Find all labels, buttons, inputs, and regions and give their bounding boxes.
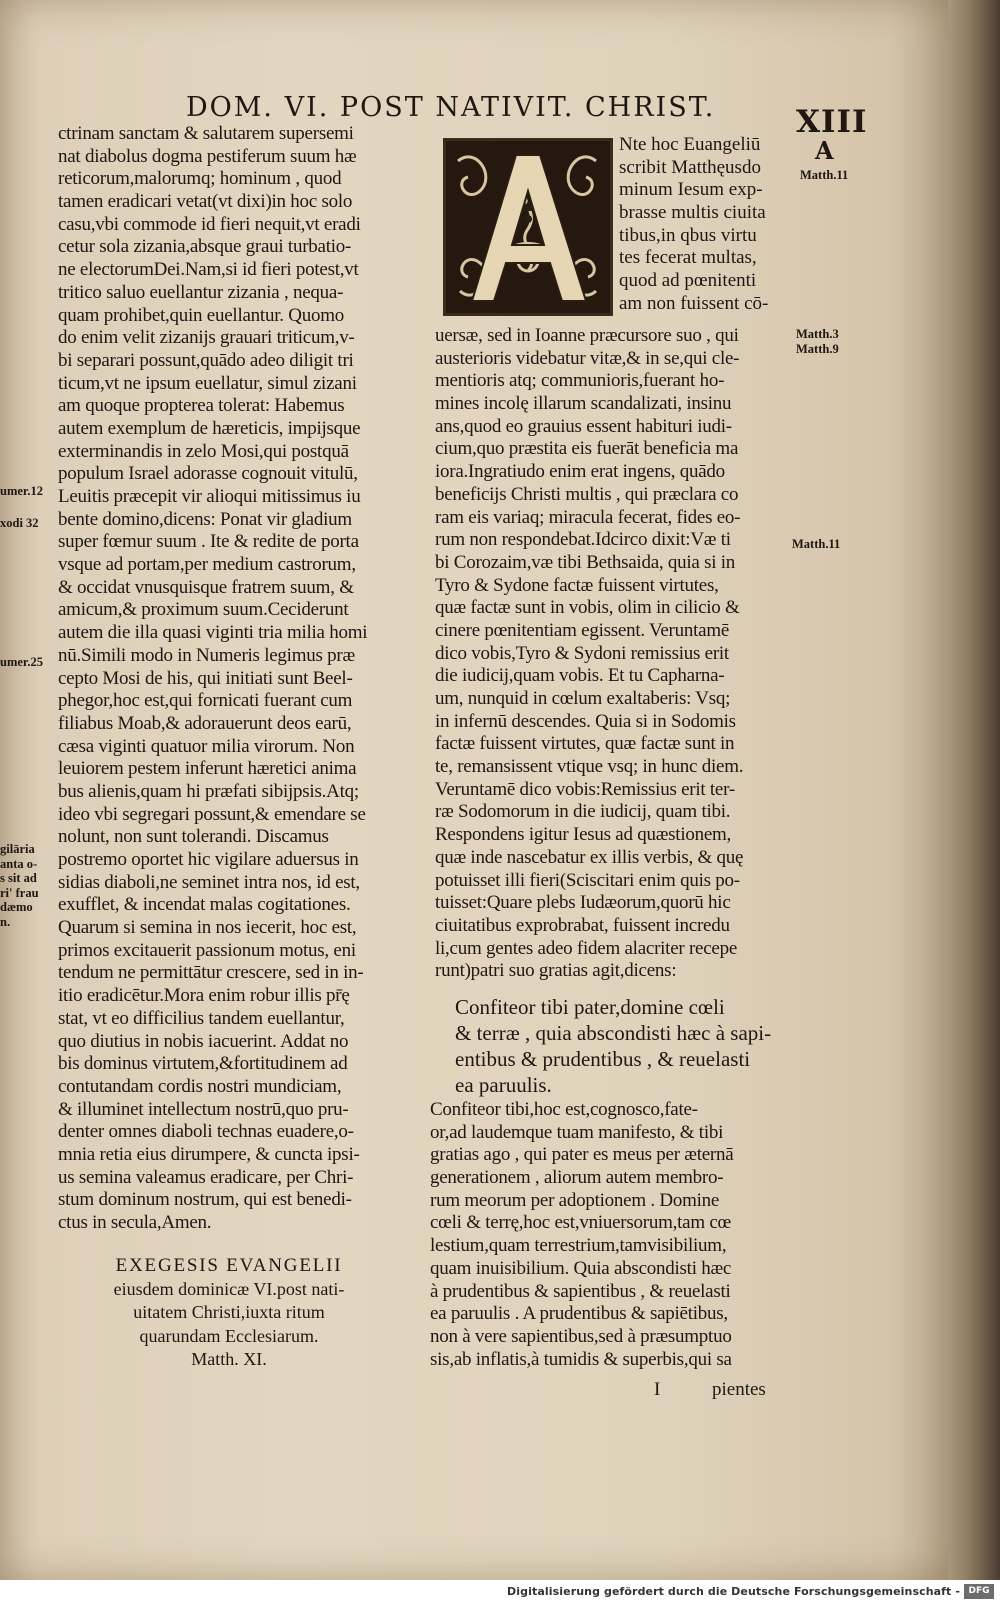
text-line: contutandam cordis nostri mundiciam, [58, 1075, 342, 1097]
text-line: mines incolę illarum scandalizati, insinu [435, 393, 732, 415]
text-line: postremo oportet hic vigilare aduersus in [58, 849, 359, 870]
text-line: ne electorumDei.Nam,si id fieri potest,vt [58, 259, 359, 281]
margin-note-right-1: Matth.11 [800, 168, 849, 182]
page-edge-shadow [948, 0, 1000, 1580]
text-line: & occidat vnusquisque fratrem suum, & [58, 576, 354, 598]
text-line: tritico saluo euellantur zizania , nequa- [58, 281, 344, 303]
text-line: rum meorum per adoptionem . Domine [430, 1189, 720, 1211]
text-line: lestium,quam terrestrium,tamvisibilium, [430, 1235, 727, 1257]
text-line: reticorum,malorumq; hominum , quod [58, 168, 342, 190]
decorated-initial-a [443, 138, 613, 316]
text-line: gratias ago , qui pater es meus per æternā [430, 1144, 734, 1166]
text-line: & terræ , quia abscondisti hæc à sapi- [455, 1021, 772, 1045]
gloss-line: anta o- [0, 856, 38, 871]
dfg-logo: DFG [964, 1584, 994, 1599]
text-line: quæ inde nascebatur ex illis verbis, & quę [435, 846, 744, 868]
text-line: runt)patri suo gratias agit,dicens: [435, 960, 677, 982]
text-line: EXEGESIS EVANGELII [115, 1255, 343, 1276]
text-line: Confiteor tibi,hoc est,cognosco,fate- [430, 1099, 698, 1120]
text-line: Nte hoc Euangeliū [619, 134, 761, 155]
catchword-word: pientes [712, 1379, 766, 1400]
margin-note-left-numeri-1: umer.12 [0, 484, 43, 498]
text-line: casu,vbi commode id fieri nequit,vt eradi [58, 213, 361, 235]
right-column-text [435, 325, 795, 983]
text-line: in infernū descendes. Quia si in Sodomis [435, 710, 736, 732]
text-line: um, nunquid in cœlum exaltaberis: Vsq; [435, 688, 731, 709]
text-line: generationem , aliorum autem membro- [430, 1167, 724, 1189]
text-line: filiabus Moab,& adorauerunt deos earū, [58, 712, 352, 734]
text-line: Quarum si semina in nos iecerit, hoc est, [58, 917, 357, 939]
text-line: beneficijs Christi multis , qui præclara co [435, 483, 739, 505]
text-line: sis,ab inflatis,à tumidis & superbis,qui sa [430, 1348, 732, 1370]
folio-number: XIII [796, 104, 868, 140]
text-line: bente domino,dicens: Ponat vir gladium [58, 508, 352, 530]
text-line: autem die illa quasi viginti tria milia homi [58, 622, 368, 644]
text-line: scribit Matthęusdo [619, 156, 761, 178]
text-line: cium,quo præstita eis fuerāt beneficia ma [435, 438, 739, 460]
text-line: iora.Ingratiudo enim erat ingens, quādo [435, 461, 725, 483]
text-line: ticum,vt ne ipsum euellatur, simul zizani [58, 372, 357, 394]
text-line: cepto Mosi de his, qui initiati sunt Beel- [58, 667, 353, 689]
text-line: bi separari possunt,quādo adeo diligit tri [58, 349, 354, 371]
text-line: mentioris atq; communioris,fuerant ho- [435, 370, 725, 392]
text-line: ans,quod eo grauius essent habituri iudi- [435, 415, 732, 437]
text-line: quod ad pœnitenti [619, 270, 757, 292]
text-line: ræ Sodomorum in die iudicij, quam tibi. [435, 801, 731, 823]
text-line: tamen eradicari vetat(vt dixi)in hoc solo [58, 191, 353, 213]
text-line: & illuminet intellectum nostrū,quo pru- [58, 1098, 349, 1120]
text-line: Veruntamē dico vobis:Remissius erit ter- [435, 778, 735, 800]
text-line: cetur sola zizania,absque graui turbatio- [58, 236, 352, 258]
text-line: te, remansissent vtique vsq; in hunc diem. [435, 756, 744, 778]
text-line: leuiorem pestem inferunt hæretici anima [58, 758, 357, 780]
text-line: minum Iesum exp- [619, 179, 763, 201]
text-line: exterminandis in zelo Mosi,qui postquā [58, 440, 349, 462]
text-line: cœli & terrę,hoc est,vniuersorum,tam cœ [430, 1212, 732, 1234]
text-line: super fœmur suum . Ite & redite de porta [58, 531, 359, 553]
text-line: exufflet, & incendat malas cogitationes. [58, 894, 351, 916]
text-line: us semina valeamus eradicare, per Chri- [58, 1166, 354, 1188]
text-line: dico vobis,Tyro & Sydoni remissius erit [435, 642, 729, 664]
text-line: am quoque propterea tolerat: Habemus [58, 395, 345, 417]
text-line: itio eradicētur.Mora enim robur illis pr̄ę [58, 985, 350, 1007]
commentary-text [430, 1099, 800, 1371]
text-line: ideo vbi segregari possunt,& emendare se [58, 803, 366, 825]
text-line: am non fuissent cō- [619, 292, 769, 314]
text-line: brasse multis ciuita [619, 202, 766, 224]
text-line: ea paruulis . A prudentibus & sapiētibus, [430, 1303, 728, 1325]
exegesis-heading [64, 1254, 394, 1372]
text-line: amicum,& proximum suum.Ceciderunt [58, 599, 349, 621]
text-line: quarundam Ecclesiarum. [139, 1325, 319, 1346]
text-line: ctus in secula,Amen. [58, 1212, 212, 1233]
text-line: li,cum gentes adeo fidem alacriter recepe [435, 937, 738, 959]
text-line: stat, vt eo difficilius tandem euellantur, [58, 1007, 345, 1029]
text-line: populum Israel adorasse cognouit vitulū, [58, 463, 358, 485]
text-line: uitatem Christi,iuxta ritum [133, 1302, 325, 1322]
text-line: tibus,in qbus virtu [619, 224, 757, 246]
text-line: uersæ, sed in Ioanne præcursore suo , qui [435, 325, 739, 346]
text-line: non à vere sapientibus,sed à præsumptuo [430, 1325, 732, 1347]
text-line: factæ fuissent virtutes, quæ factæ sunt in [435, 733, 735, 755]
text-line: nolunt, non sunt tolerandi. Discamus [58, 826, 329, 848]
gloss-line: s sit ad [0, 871, 37, 885]
text-line: ea paruulis. [455, 1073, 552, 1097]
gospel-quotation [455, 994, 795, 1098]
text-line: die iudicij,quam vobis. Et tu Capharna- [435, 665, 725, 687]
text-line: nū.Simili modo in Numeris legimus præ [58, 644, 355, 666]
funding-credit: Digitalisierung gefördert durch die Deutsche Forschungsgemeinschaft - [507, 1585, 960, 1598]
text-line: quæ factæ sunt in vobis, olim in cilicio & [435, 597, 740, 619]
right-column-opening [619, 134, 799, 316]
margin-note-right-3: Matth.9 [796, 342, 839, 356]
text-line: do enim velit zizanijs grauari triticum,v- [58, 327, 355, 349]
text-line: cæsa viginti quatuor milia virorum. Non [58, 735, 355, 757]
margin-note-right-4: Matth.11 [792, 537, 841, 551]
text-line: entibus & prudentibus , & reuelasti [455, 1047, 751, 1071]
gloss-line: dæmo [0, 900, 33, 914]
text-line: tes fecerat multas, [619, 247, 757, 269]
text-line: rum non respondebat.Idcirco dixit:Væ ti [435, 529, 731, 551]
text-line: sidias diaboli,ne seminet intra nos, id est, [58, 871, 360, 893]
margin-note-left-gloss [0, 842, 39, 929]
text-line: vsque ad portam,per medium castrorum, [58, 554, 356, 576]
text-line: ciuitatibus exprobrabat, fuissent incredu [435, 914, 730, 936]
text-line: quo diutius in nobis iacuerint. Addat no [58, 1030, 349, 1052]
text-line: phegor,hoc est,qui fornicati fuerant cum [58, 690, 353, 712]
running-head: DOM. VI. POST NATIVIT. CHRIST. [186, 92, 716, 123]
text-line: Confiteor tibi pater,domine cœli [455, 995, 725, 1019]
text-line: autem exemplum de hæreticis, impijsque [58, 417, 361, 439]
margin-note-left-numeri-2: umer.25 [0, 655, 43, 669]
text-line: ctrinam sanctam & salutarem supersemi [58, 123, 354, 144]
text-line: Tyro & Sydone factæ fuissent virtutes, [435, 574, 719, 596]
text-line: Respondens igitur Iesus ad quæstionem, [435, 824, 732, 846]
text-line: Matth. XI. [191, 1349, 267, 1369]
initial-letter-a-icon [446, 141, 610, 313]
text-line: primos excitauerit passionum motus, eni [58, 939, 356, 961]
text-line: or,ad laudemque tuam manifesto, & tibi [430, 1121, 724, 1143]
text-line: bis dominus virtutem,&fortitudinem ad [58, 1053, 348, 1075]
text-line: tendum ne permittātur crescere, sed in in- [58, 962, 364, 984]
text-line: cinere pœnitentiam egissent. Veruntamē [435, 619, 730, 641]
text-line: à prudentibus & sapientibus , & reuelasti [430, 1280, 731, 1302]
text-line: ram eis variaq; miracula fecerat, fides eo- [435, 506, 741, 528]
text-line: tuisset:Quare plebs Iudæorum,quorū hic [435, 892, 731, 914]
signature-mark: A [815, 136, 834, 165]
gloss-line: ri' frau [0, 885, 39, 900]
text-line: Leuitis præcepit vir alioqui mitissimus iu [58, 486, 361, 507]
text-line: austerioris videbatur vitæ,& in se,qui cle- [435, 347, 740, 369]
text-line: bus alienis,quam hi præfati sibijpsis.Atq; [58, 780, 359, 802]
catchword-signature: I [654, 1379, 661, 1400]
footer-bar [0, 1580, 1000, 1604]
text-line: mnia retia eius dirumpere, & cuncta ipsi- [58, 1143, 360, 1165]
text-line: denter omnes diaboli technas euadere,o- [58, 1121, 354, 1143]
text-line: quam prohibet,quin euellantur. Quomo [58, 304, 344, 326]
gloss-line: n. [0, 914, 11, 929]
text-line: eiusdem dominicæ VI.post nati- [113, 1278, 345, 1299]
left-column-text [58, 123, 418, 1235]
text-line: quam inuisibilium. Quia abscondisti hæc [430, 1257, 732, 1279]
margin-note-left-exodi: xodi 32 [0, 516, 39, 530]
text-line: potuisset illi fieri(Sciscitari enim quis po- [435, 869, 740, 891]
text-line: stum dominum nostrum, qui est benedi- [58, 1189, 352, 1211]
gloss-line: gilāria [0, 842, 35, 856]
margin-note-right-2: Matth.3 [796, 327, 839, 341]
text-line: nat diabolus dogma pestiferum suum hæ [58, 145, 357, 167]
text-line: bi Corozaim,væ tibi Bethsaida, quia si in [435, 551, 736, 573]
